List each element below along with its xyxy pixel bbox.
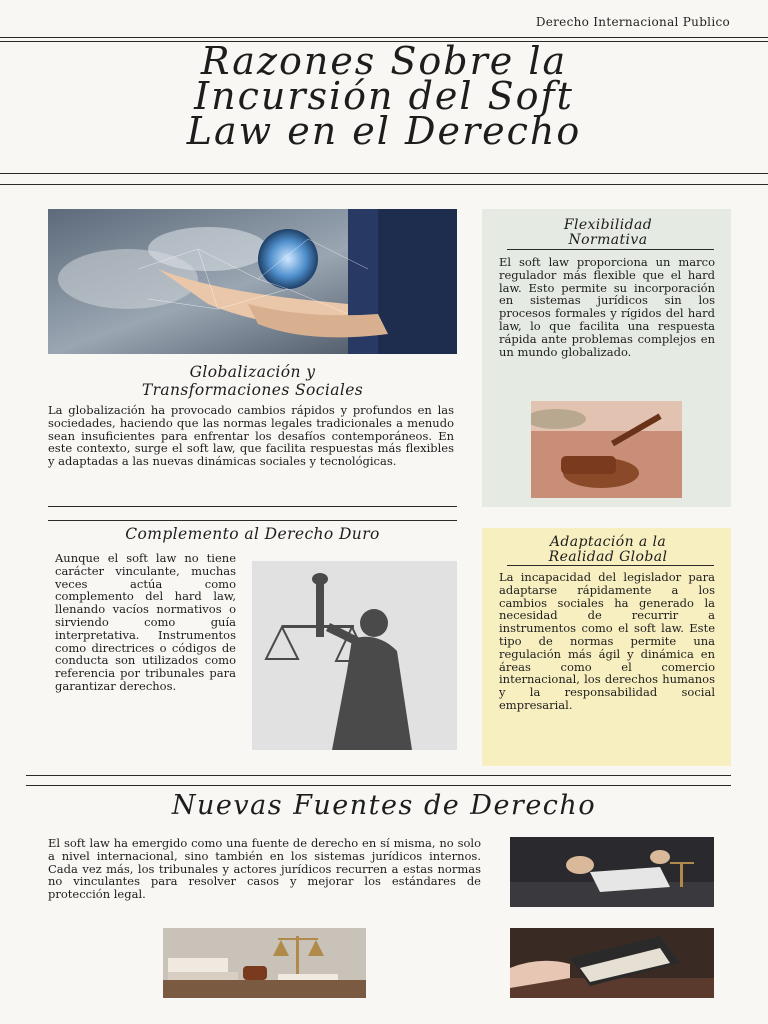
adaptacion-title-line-2: Realidad Global (548, 549, 668, 565)
title-line-1: Razones Sobre la (200, 39, 568, 83)
divider-title-2 (0, 184, 768, 185)
nuevas-text: El soft law ha emergido como una fuente de derecho en sí misma, no solo a nivel internacional, sino también en los sistemas jurídicos internos. Cada vez más, los tribunales y actores jurídicos recurren a estas normas no vinculantes para resolver casos y mejorar los estándares de protección legal. (48, 836, 481, 902)
divider-title (0, 173, 768, 174)
adaptacion-text: La incapacidad del legislador para adaptarse rápidamente a los cambios sociales ha generado la necesidad de recurrir a instrumentos como el soft law. Este tipo de normas permite una regulación más ágil y dinámica en áreas como el comercio internacional, los derechos humanos y la responsabilidad social empresarial. (499, 570, 715, 712)
nuevas-title: Nuevas Fuentes de Derecho (171, 790, 597, 821)
complemento-text: Aunque el soft law no tiene carácter vinculante, muchas veces actúa como complemento del hard law, llenando vacíos normativos o sirviendo como guía interpretativa. Instrumentos como directrices o códigos de conducta son utilizados como referencia por tribunales para garantizar derechos. (55, 551, 236, 693)
flexibilidad-underline (507, 249, 714, 250)
adaptacion-title (498, 535, 718, 565)
flexibilidad-title-line-2: Normativa (568, 232, 648, 248)
gavel-image (531, 401, 682, 498)
flexibilidad-title-line-1: Flexibilidad (563, 217, 653, 233)
globe-hands-image (48, 209, 457, 354)
adaptacion-title-line-1: Adaptación a la (549, 534, 667, 550)
globalizacion-text: La globalización ha provocado cambios rápidos y profundos en las sociedades, haciendo que las normas legales tradicionales a menudo sean insuficientes para enfrentar los desafíos contemporáneos. En este contexto, surge el soft law, que facilita respuestas más flexibles y adaptadas a las nuevas dinámicas sociales y tecnológicas. (48, 403, 454, 469)
books-scales-image (163, 928, 366, 998)
flexibilidad-text: El soft law proporciona un marco regulador más flexible que el hard law. Esto permite su incorporación en sistemas jurídicos sin los procesos formales y rígidos del hard law, lo que facilita una respuesta rápida ante problemas complejos en un mundo globalizado. (499, 255, 715, 359)
flexibilidad-title (498, 218, 718, 248)
divider-left-2 (48, 520, 457, 521)
lady-justice-image (252, 561, 457, 750)
globalizacion-title (48, 363, 457, 399)
divider-nuevas-2 (26, 785, 731, 786)
header-label: Derecho Internacional Publico (535, 15, 730, 29)
complemento-title: Complemento al Derecho Duro (125, 525, 380, 543)
divider-left-1 (48, 506, 457, 507)
globalizacion-title-line-1: Globalización y (189, 363, 316, 381)
divider-nuevas-1 (26, 775, 731, 776)
globalizacion-title-line-2: Transformaciones Sociales (141, 381, 364, 399)
law-book-image (510, 928, 714, 998)
page-title (40, 39, 728, 153)
title-line-3: Law en el Derecho (186, 109, 582, 153)
adaptacion-underline (507, 565, 714, 566)
title-line-2: Incursión del Soft (194, 74, 574, 118)
divider-top (0, 37, 768, 38)
signing-documents-image (510, 837, 714, 907)
